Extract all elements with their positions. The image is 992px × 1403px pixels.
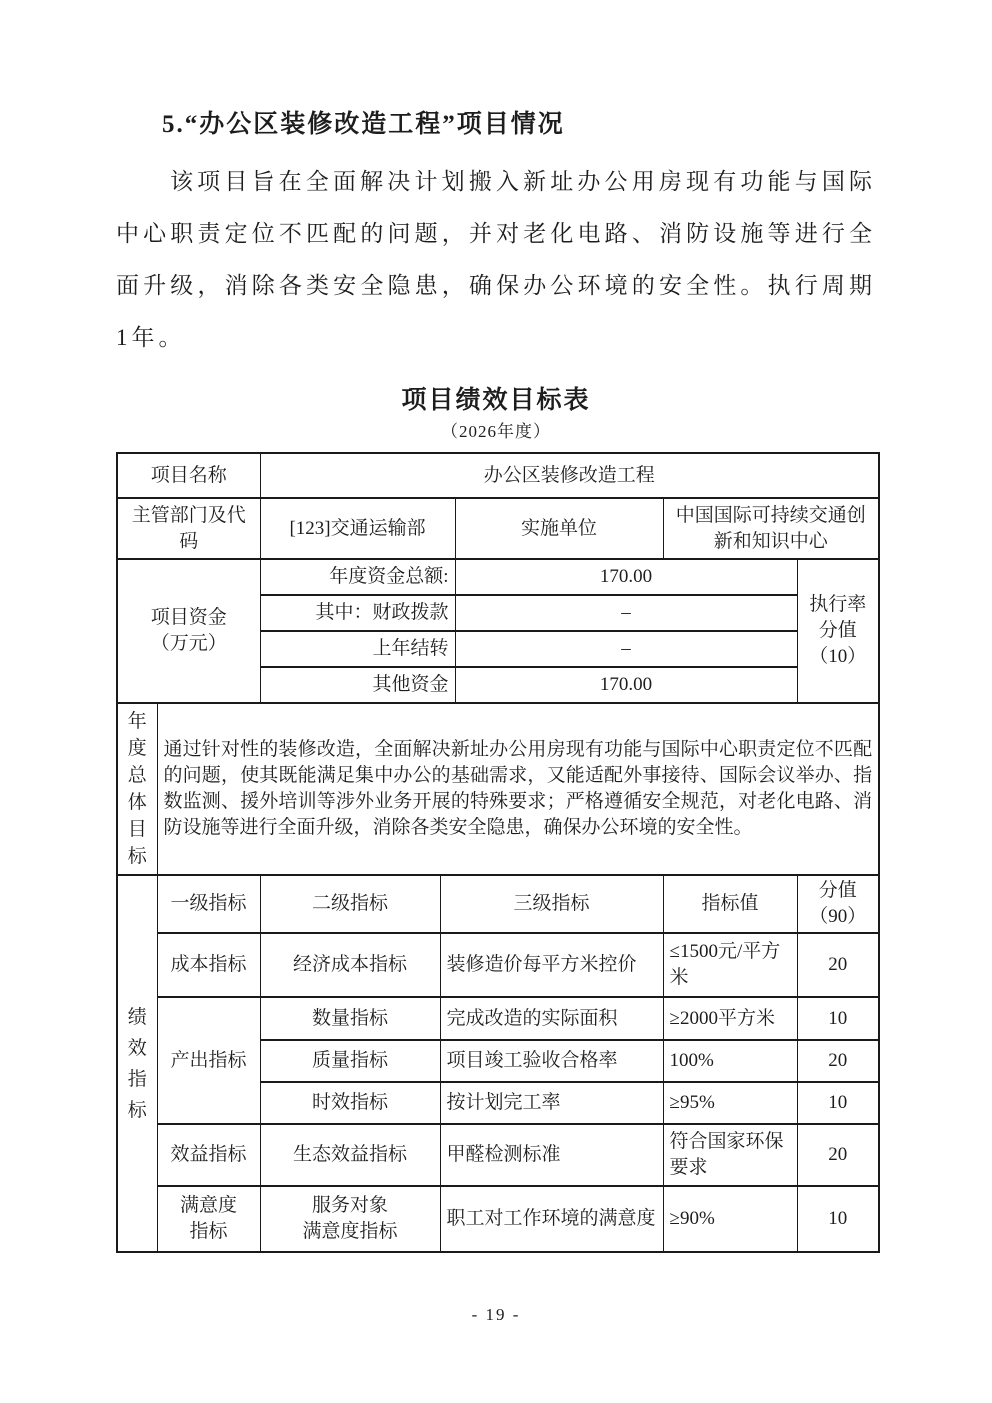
annual-goal-label: 年度总体目标 xyxy=(127,711,147,867)
score-cell: 10 xyxy=(797,1186,879,1252)
value-cell: ≤1500元/平方米 xyxy=(663,933,797,997)
indicator-row xyxy=(117,933,879,997)
level1-line: 指标 xyxy=(189,1221,228,1242)
indicator-row xyxy=(117,997,879,1040)
value-cell: ≥2000平方米 xyxy=(663,997,797,1040)
funds-item-value: 170.00 xyxy=(455,667,797,703)
department-row xyxy=(117,498,879,559)
funds-item-label: 其他资金 xyxy=(260,667,455,703)
level1-cell: 成本指标 xyxy=(157,933,260,997)
execution-rate-line: 分值 xyxy=(818,620,857,641)
execution-rate-cell xyxy=(797,559,879,703)
level2-cell: 数量指标 xyxy=(260,997,440,1040)
level1-cell: 产出指标 xyxy=(157,997,260,1124)
annual-goal-row xyxy=(117,703,879,875)
level1-line: 满意度 xyxy=(180,1195,238,1216)
annual-goal-text: 通过针对性的装修改造，全面解决新址办公用房现有功能与国际中心职责定位不匹配的问题，使其既能满足集中办公的基础需求，又能适配外事接待、国际会议举办、指数监测、援外培训等涉外业务开展的特殊要求；严格遵循安全规范，对老化电路、消防设施等进行全面升级，消除各类安全隐患，确保办公环境的安全性。 xyxy=(157,703,879,875)
execution-rate-line: 执行率 xyxy=(809,594,867,615)
level3-cell: 按计划完工率 xyxy=(440,1082,663,1124)
indicator-header-row xyxy=(117,875,879,933)
header-level3: 三级指标 xyxy=(440,875,663,933)
funds-item-value: – xyxy=(455,631,797,667)
level2-line: 满意度指标 xyxy=(302,1221,398,1242)
funds-label-line: （万元） xyxy=(150,633,227,654)
funds-item-value: – xyxy=(455,595,797,631)
section-heading: 5.“办公区装修改造工程”项目情况 xyxy=(162,111,565,138)
level2-cell: 时效指标 xyxy=(260,1082,440,1124)
execution-rate-line: （10） xyxy=(809,646,867,667)
project-name-row xyxy=(117,453,879,498)
value-cell: 100% xyxy=(663,1040,797,1082)
value-cell: ≥90% xyxy=(663,1186,797,1252)
score-cell: 20 xyxy=(797,1040,879,1082)
project-name-value: 办公区装修改造工程 xyxy=(260,453,879,498)
funds-row xyxy=(117,559,879,595)
value-cell: ≥95% xyxy=(663,1082,797,1124)
level3-cell: 项目竣工验收合格率 xyxy=(440,1040,663,1082)
project-name-label: 项目名称 xyxy=(117,453,260,498)
funds-item-label: 其中：财政拨款 xyxy=(260,595,455,631)
level2-cell: 质量指标 xyxy=(260,1040,440,1082)
funds-item-label: 上年结转 xyxy=(260,631,455,667)
indicator-row xyxy=(117,1186,879,1252)
header-score-line: 分值 xyxy=(818,880,857,901)
impl-unit-value: 中国国际可持续交通创新和知识中心 xyxy=(663,498,879,559)
department-value: [123]交通运输部 xyxy=(260,498,455,559)
value-cell: 符合国家环保要求 xyxy=(663,1124,797,1186)
level3-cell: 职工对工作环境的满意度 xyxy=(440,1186,663,1252)
annual-goal-label-cell xyxy=(117,703,157,875)
table-subtitle: （2026年度） xyxy=(441,422,551,441)
header-value: 指标值 xyxy=(663,875,797,933)
level2-cell xyxy=(260,1186,440,1252)
performance-target-table xyxy=(116,452,880,1253)
funds-label-line: 项目资金 xyxy=(150,607,227,628)
funds-label xyxy=(117,559,260,703)
level2-cell: 生态效益指标 xyxy=(260,1124,440,1186)
level3-cell: 甲醛检测标准 xyxy=(440,1124,663,1186)
funds-item-value: 170.00 xyxy=(455,559,797,595)
level2-line: 服务对象 xyxy=(312,1195,389,1216)
score-cell: 10 xyxy=(797,1082,879,1124)
intro-paragraph: 该项目旨在全面解决计划搬入新址办公用房现有功能与国际中心职责定位不匹配的问题，并对老化电路、消防设施等进行全面升级，消除各类安全隐患，确保办公环境的安全性。执行周期1年。 xyxy=(116,169,876,350)
level1-cell: 效益指标 xyxy=(157,1124,260,1186)
header-score xyxy=(797,875,879,933)
level2-cell: 经济成本指标 xyxy=(260,933,440,997)
score-cell: 20 xyxy=(797,1124,879,1186)
page-number: - 19 - xyxy=(471,1305,521,1324)
impl-unit-label: 实施单位 xyxy=(455,498,663,559)
header-level1: 一级指标 xyxy=(157,875,260,933)
score-cell: 10 xyxy=(797,997,879,1040)
funds-item-label: 年度资金总额: xyxy=(260,559,455,595)
level1-cell xyxy=(157,1186,260,1252)
department-label: 主管部门及代码 xyxy=(117,498,260,559)
indicator-row xyxy=(117,1124,879,1186)
level3-cell: 完成改造的实际面积 xyxy=(440,997,663,1040)
header-score-line: （90） xyxy=(809,906,867,927)
perf-indicator-label-cell xyxy=(117,875,157,1252)
header-level2: 二级指标 xyxy=(260,875,440,933)
perf-indicator-label: 绩效指标 xyxy=(127,1006,147,1121)
score-cell: 20 xyxy=(797,933,879,997)
table-title: 项目绩效目标表 xyxy=(401,387,591,414)
level3-cell: 装修造价每平方米控价 xyxy=(440,933,663,997)
